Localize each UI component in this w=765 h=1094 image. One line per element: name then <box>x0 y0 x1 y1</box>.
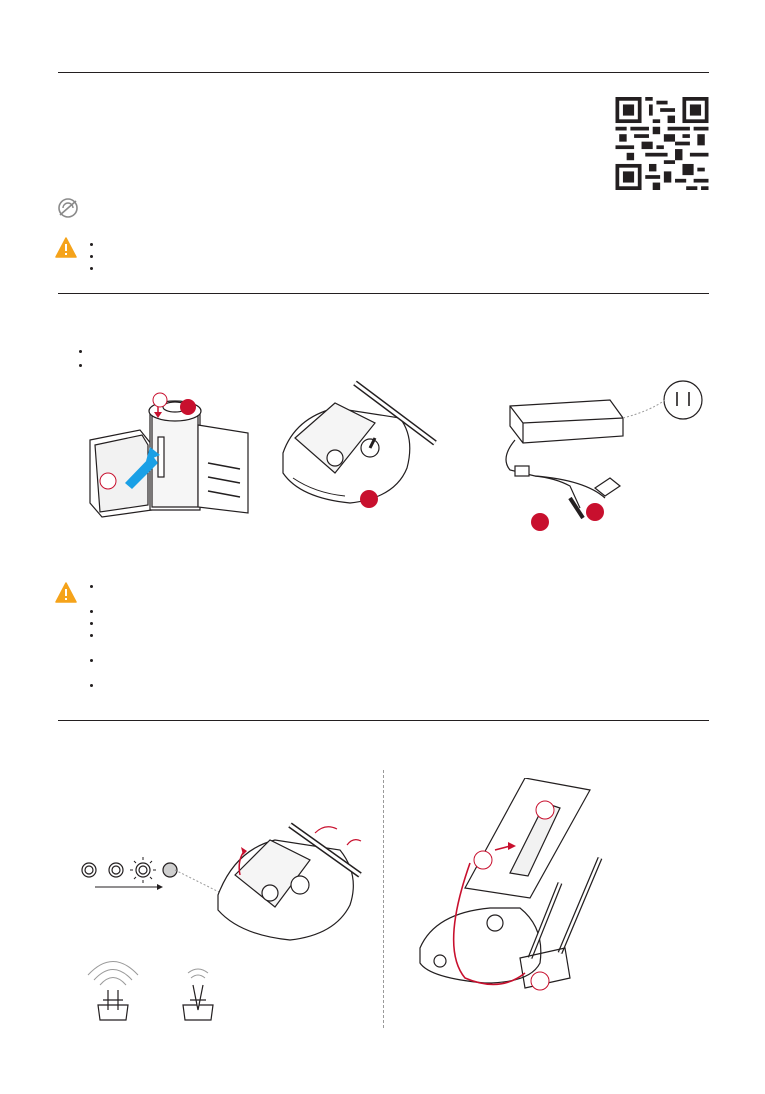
top-rule <box>58 72 709 73</box>
section-rule <box>58 293 709 294</box>
bullet <box>90 243 93 246</box>
bullet <box>79 350 82 353</box>
mobile-holder-illustration <box>410 778 620 1003</box>
bullet <box>90 634 93 637</box>
battery-insert-illustration <box>80 385 280 520</box>
warning-icon <box>55 582 77 604</box>
bullet <box>90 255 93 258</box>
bullet <box>90 585 93 588</box>
power-led-illustration <box>75 815 375 945</box>
bullet <box>79 364 82 367</box>
warning-icon <box>55 237 77 259</box>
bullet <box>90 659 93 662</box>
bullet <box>90 622 93 625</box>
antenna-signal-weak-icon <box>168 955 228 1030</box>
bullet <box>90 684 93 687</box>
antenna-signal-strong-icon <box>78 950 148 1030</box>
bullet <box>90 267 93 270</box>
bullet <box>90 610 93 613</box>
section-rule <box>58 720 709 721</box>
qr-code-icon <box>614 97 710 190</box>
tip-icon <box>56 196 80 220</box>
remote-controller-illustration <box>275 378 445 513</box>
panel-divider <box>383 770 384 1028</box>
charger-illustration <box>495 378 705 533</box>
